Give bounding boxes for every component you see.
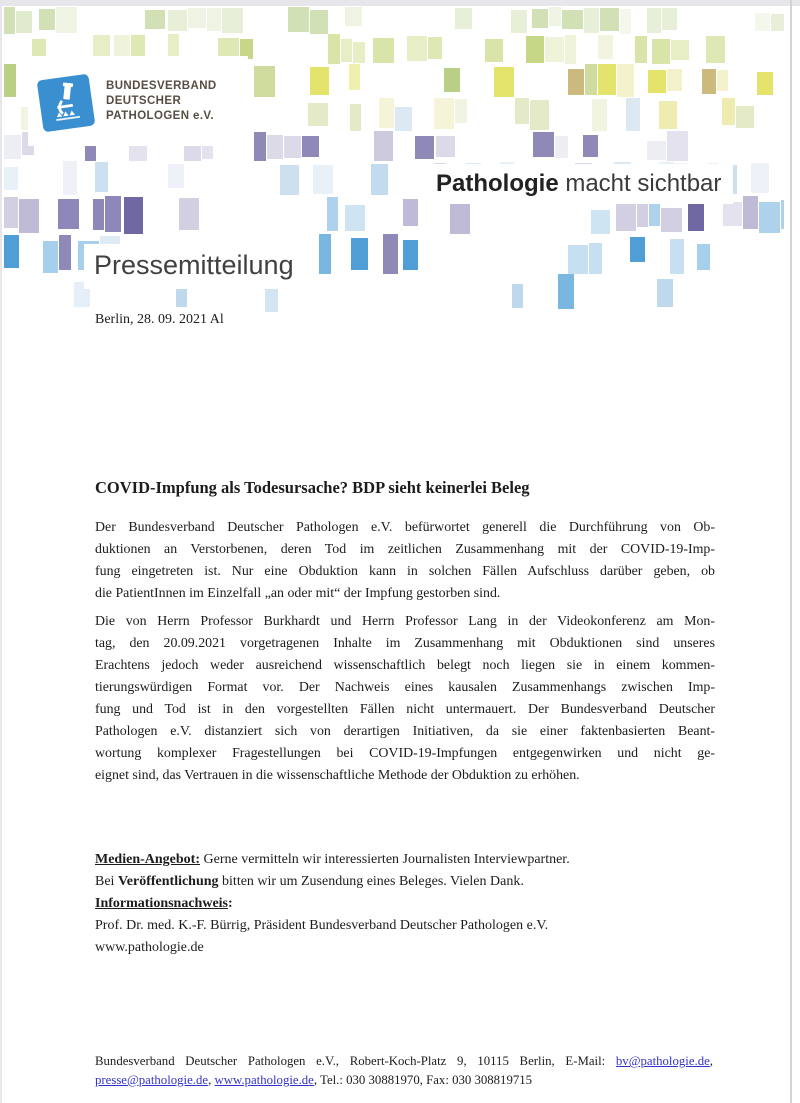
text-line: BUNDESVERBAND <box>106 79 217 92</box>
bdp-logo <box>28 56 248 146</box>
mosaic-tile <box>600 8 619 31</box>
mosaic-tile <box>327 197 338 231</box>
text-line <box>95 849 715 871</box>
mosaic-tile <box>124 197 143 234</box>
mosaic-tile <box>661 208 682 232</box>
text-segment: www.pathologie.de <box>95 940 204 955</box>
mosaic-tile <box>667 69 682 91</box>
text-segment: Bei <box>95 874 118 889</box>
dateline: Berlin, 28. 09. 2021 Al <box>95 312 224 327</box>
text-line: wortung komplexer Fragestellungen bei COVID-19-Impfungen entgegenwirken und nicht ge- <box>95 746 715 761</box>
body-paragraph <box>95 517 715 605</box>
mosaic-tile <box>635 36 647 63</box>
text-line: Erachtens jedoch weder ausreichend wissenschaftlich belegt noch liegen sie in einem kommen- <box>95 658 715 673</box>
mosaic-tile <box>512 284 523 308</box>
text-line <box>95 1071 713 1090</box>
mosaic-tile <box>530 100 549 130</box>
mosaic-tile <box>647 141 666 160</box>
mosaic-tile <box>526 36 544 63</box>
mosaic-tile <box>58 199 79 229</box>
mosaic-tile <box>455 8 472 29</box>
mosaic-tile <box>4 64 16 97</box>
mosaic-tile <box>403 199 418 226</box>
mosaic-tile <box>722 98 735 125</box>
mosaic-tile <box>308 103 328 126</box>
mosaic-tile <box>4 7 15 34</box>
text-line <box>95 1052 713 1071</box>
mosaic-tile <box>532 9 548 28</box>
text-segment: : <box>228 896 233 911</box>
mosaic-tile <box>592 99 607 131</box>
mosaic-tile <box>562 10 583 29</box>
mosaic-tile <box>351 238 368 270</box>
hyperlink[interactable]: presse@pathologie.de <box>95 1073 209 1087</box>
page-edge-right <box>790 0 792 1103</box>
mosaic-tile <box>630 237 645 262</box>
mosaic-tile <box>558 274 574 309</box>
mosaic-tile <box>345 205 365 231</box>
release-title: COVID-Impfung als Todesursache? BDP sieht keinerlei Beleg <box>95 478 530 497</box>
text-line: fung und Tod ist in den vorgestellten Fällen nicht untermauert. Der Bundesverband Deutscher <box>95 702 715 717</box>
mosaic-tile <box>16 11 32 33</box>
mosaic-tile <box>428 37 442 59</box>
mosaic-tile <box>659 101 677 129</box>
mosaic-tile <box>310 67 329 95</box>
mosaic-tile <box>374 131 393 161</box>
mosaic-tile <box>93 199 104 230</box>
media-offer-section <box>95 849 715 959</box>
mosaic-tile <box>652 39 670 64</box>
mosaic-tile <box>585 64 597 95</box>
mosaic-tile <box>267 135 283 159</box>
mosaic-tile <box>555 136 568 158</box>
mosaic-tile <box>617 64 634 97</box>
text-segment: , <box>208 1073 215 1087</box>
mosaic-tile <box>667 131 688 161</box>
mosaic-tile <box>598 35 613 59</box>
mosaic-tile <box>568 245 588 274</box>
mosaic-tile <box>485 39 503 62</box>
mosaic-tile <box>626 98 640 131</box>
mosaic-tile <box>4 135 21 159</box>
mosaic-tile <box>591 210 610 234</box>
mosaic-tile <box>19 199 39 233</box>
mosaic-tile <box>723 202 742 226</box>
mosaic-tile <box>515 98 529 124</box>
text-segment: Bundesverband Deutscher Pathologen e.V., Robert-Koch-Platz 9, 10115 Berlin, E-Mail: <box>95 1054 616 1068</box>
mosaic-tile <box>549 7 561 26</box>
mosaic-tile <box>415 136 434 159</box>
mosaic-tile <box>434 98 454 129</box>
mosaic-tile <box>494 67 514 97</box>
mosaic-tile <box>218 38 239 58</box>
mosaic-tile <box>288 7 309 32</box>
text-line: tag, den 20.09.2021 vorgetragenen Inhalte im Zusammenhang mit Obduktionen sind unseres <box>95 636 715 651</box>
mosaic-tile <box>280 165 299 195</box>
mosaic-tile <box>407 36 427 61</box>
mosaic-tile <box>4 167 18 190</box>
page-edge-top <box>0 0 800 6</box>
mosaic-tile <box>4 235 19 268</box>
mosaic-tile <box>222 8 243 33</box>
text-segment: bitten wir um Zusendung eines Beleges. Vielen Dank. <box>218 874 524 889</box>
text-line: Die von Herrn Professor Burkhardt und Herrn Professor Lang in der Videokonferenz am Mon- <box>95 614 715 629</box>
text-line <box>95 893 715 915</box>
text-segment: Medien-Angebot: <box>95 852 200 867</box>
mosaic-tile <box>455 99 467 123</box>
mosaic-tile <box>188 8 206 28</box>
mosaic-tile <box>743 196 758 229</box>
mosaic-tile <box>95 162 108 192</box>
document-type-heading: Pressemitteilung <box>84 244 308 289</box>
mosaic-tile <box>755 13 770 31</box>
mosaic-tile <box>145 10 165 29</box>
mosaic-tile <box>395 107 412 131</box>
mosaic-tile <box>637 202 648 227</box>
tagline-rest: macht sichtbar <box>558 170 722 197</box>
mosaic-tile <box>598 64 616 95</box>
mosaic-tile <box>657 279 673 307</box>
mosaic-tile <box>254 66 275 97</box>
footer-contact <box>95 1052 713 1090</box>
mosaic-tile <box>670 239 684 274</box>
mosaic-tile <box>168 164 184 188</box>
mosaic-tile <box>39 9 55 30</box>
mosaic-tile <box>702 69 716 94</box>
mosaic-tile <box>56 7 77 33</box>
page-edge-left <box>0 0 2 1103</box>
mosaic-tile <box>373 38 394 63</box>
mosaic-tile <box>284 136 301 158</box>
tagline-bold-word: Pathologie <box>436 170 559 197</box>
mosaic-tile <box>697 244 710 270</box>
mosaic-tile <box>736 106 754 128</box>
hyperlink[interactable]: bv@pathologie.de <box>615 1054 710 1068</box>
mosaic-tile <box>168 10 187 31</box>
mosaic-tile <box>444 68 460 92</box>
mosaic-tile <box>620 9 631 34</box>
mosaic-tile <box>379 98 394 128</box>
mosaic-tile <box>759 202 780 233</box>
mosaic-tile <box>319 234 331 274</box>
mosaic-tile <box>771 14 784 31</box>
mosaic-tile <box>302 136 319 157</box>
text-segment: , <box>709 1054 713 1068</box>
mosaic-tile <box>568 69 584 95</box>
mosaic-tile <box>207 8 221 31</box>
mosaic-tile <box>350 104 361 131</box>
mosaic-tile <box>751 163 769 193</box>
text-line: DEUTSCHER <box>106 94 182 107</box>
mosaic-tile <box>349 64 360 90</box>
tagline <box>424 164 733 204</box>
text-segment: Gerne vermitteln wir interessierten Journalisten Interviewpartner. <box>200 852 570 867</box>
mosaic-tile <box>179 198 199 230</box>
mosaic-tile <box>310 10 328 34</box>
mosaic-tile <box>545 37 564 62</box>
text-segment: , Tel.: 030 30881970, Fax: 030 308819715 <box>313 1073 533 1087</box>
mosaic-tile <box>648 70 666 93</box>
mosaic-tile <box>436 136 455 157</box>
text-line: Pathologen e.V. distanziert sich von derartigen Initiativen, da sie einer faktenbasierten Beant- <box>95 724 715 739</box>
mosaic-tile <box>757 72 773 95</box>
mosaic-tile <box>662 8 677 30</box>
mosaic-tile <box>781 200 784 229</box>
mosaic-tile <box>533 132 554 157</box>
text-segment: Informationsnachweis <box>95 896 229 911</box>
text-line: tierungswürdigen Format vor. Der Nachweis eines kausalen Zusammenhangs zwischen Imp- <box>95 680 715 695</box>
mosaic-tile <box>43 241 58 273</box>
mosaic-tile <box>450 200 470 234</box>
mosaic-tile <box>584 8 599 33</box>
mosaic-tile <box>511 10 527 33</box>
microscope-logo-icon <box>37 74 96 133</box>
text-line: PATHOLOGEN e.V. <box>106 109 215 122</box>
mosaic-tile <box>105 196 121 232</box>
mosaic-tile <box>589 243 602 274</box>
text-line: eignet sind, das Vertrauen in die wissenschaftliche Methode der Obduktion zu erhöhen. <box>95 768 580 783</box>
mosaic-tile <box>717 70 728 91</box>
mosaic-tile <box>383 234 398 274</box>
mosaic-tile <box>328 34 340 64</box>
mosaic-tile <box>353 42 365 63</box>
text-line <box>95 871 715 893</box>
mosaic-tile <box>371 164 388 195</box>
mosaic-tile <box>341 39 352 62</box>
mosaic-tile <box>583 135 598 157</box>
text-line <box>95 915 715 937</box>
org-name <box>106 79 217 124</box>
text-segment: Prof. Dr. med. K.-F. Bürrig, Präsident Bundesverband Deutscher Pathologen e.V. <box>95 918 549 933</box>
mosaic-tile <box>59 235 71 270</box>
text-line: duktionen an Verstorbenen, deren Tod im zeitlichen Zusammenhang mit der COVID-19-Imp- <box>95 542 715 557</box>
text-line <box>95 937 715 959</box>
mosaic-tile <box>345 7 362 26</box>
mosaic-tile <box>565 35 576 64</box>
text-line: fung eingetreten ist. Nur eine Obduktion kann in solchen Fällen Aufschluss darüber geben, ob <box>95 564 715 579</box>
text-segment: Veröffentlichung <box>117 874 219 889</box>
mosaic-tile <box>63 161 77 195</box>
mosaic-tile <box>616 203 636 231</box>
text-line: die PatientInnen im Einzelfall „an oder mit“ der Impfung gestorben sind. <box>95 586 501 601</box>
mosaic-tile <box>403 240 418 270</box>
mosaic-tile <box>671 40 689 60</box>
body-paragraph <box>95 611 715 787</box>
mosaic-tile <box>647 8 661 33</box>
mosaic-tile <box>313 165 333 194</box>
text-line: Der Bundesverband Deutscher Pathologen e.V. befürwortet generell die Durchführung von Ob- <box>95 520 715 535</box>
mosaic-tile <box>4 197 18 228</box>
mosaic-tile <box>254 132 266 161</box>
mosaic-tile <box>706 36 725 63</box>
hyperlink[interactable]: www.pathologie.de <box>214 1073 314 1087</box>
